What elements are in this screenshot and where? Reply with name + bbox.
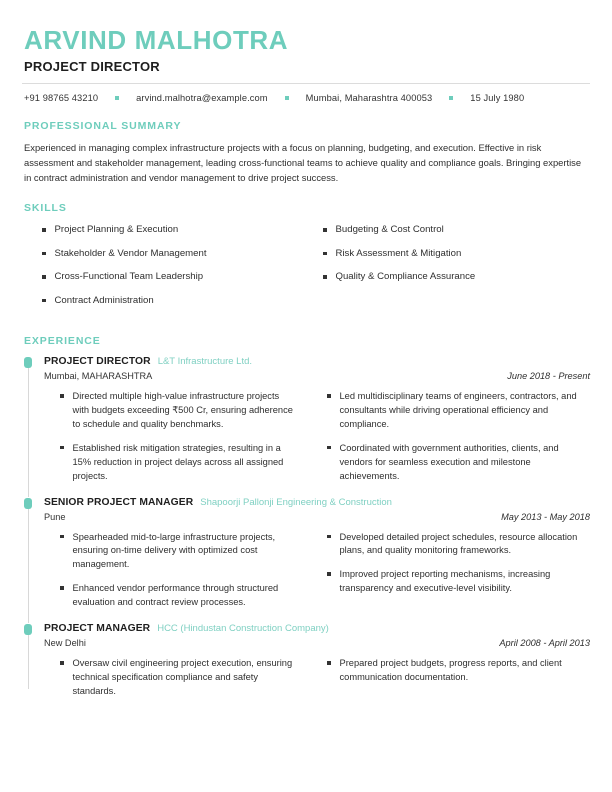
square-bullet-icon (42, 275, 46, 279)
experience-bullets-left (44, 531, 317, 611)
skill-label: Budgeting & Cost Control (335, 224, 444, 236)
timeline-marker-icon (24, 498, 32, 509)
timeline-marker-icon (24, 357, 32, 368)
experience-role: SENIOR PROJECT MANAGER (44, 496, 194, 508)
contact-separator-dot-icon (285, 96, 289, 100)
experience-meta (44, 638, 590, 648)
experience-bullets-left (44, 657, 317, 699)
experience-dates: May 2013 - May 2018 (501, 511, 590, 522)
skill-label: Quality & Compliance Assurance (335, 271, 476, 283)
experience-company: HCC (Hindustan Construction Company) (157, 623, 329, 635)
experience-company: Shapoorji Pallonji Engineering & Construction (200, 496, 392, 508)
experience-bullet-text: Coordinated with government authorities, clients, and vendors for seamless execution and milestone achievements. (339, 442, 559, 481)
experience-bullet (60, 390, 295, 432)
skill-label: Risk Assessment & Mitigation (335, 247, 462, 259)
experience-location: Pune (44, 511, 66, 522)
experience-bullet-text: Directed multiple high-value infrastructure projects with budgets exceeding ₹500 Cr, ensuring adherence to schedule and quality benchmarks. (72, 391, 293, 429)
experience-meta (44, 512, 590, 522)
contact-location: Mumbai, Maharashtra 400053 (305, 92, 433, 103)
square-bullet-icon (60, 535, 64, 539)
square-bullet-icon (323, 252, 327, 256)
square-bullet-icon (327, 535, 331, 539)
experience-bullet (60, 442, 295, 484)
section-title-experience: EXPERIENCE (24, 335, 101, 348)
skills-column-right (306, 224, 590, 318)
experience-bullet (327, 390, 586, 432)
square-bullet-icon (60, 446, 64, 450)
experience-bullets-left (44, 390, 317, 484)
experience-bullets (44, 657, 590, 699)
experience-bullet (60, 582, 295, 610)
skills-grid (22, 224, 590, 318)
contact-separator-dot-icon (449, 96, 453, 100)
experience-heading (44, 623, 590, 636)
skill-item (323, 271, 590, 283)
skill-label: Cross-Functional Team Leadership (54, 271, 204, 283)
square-bullet-icon (60, 661, 64, 665)
experience-bullet-text: Spearheaded mid-to-large infrastructure projects, ensuring on-time delivery with optimized cost management. (72, 531, 276, 570)
square-bullet-icon (60, 394, 64, 398)
experience-bullets-right (317, 657, 590, 699)
section-title-skills: SKILLS (24, 202, 67, 215)
timeline-line (28, 358, 29, 496)
experience-entry (22, 356, 590, 483)
experience-bullet-text: Prepared project budgets, progress reports, and client communication documentation. (339, 658, 562, 682)
experience-bullet (327, 657, 586, 685)
experience-entry (22, 497, 590, 611)
skill-label: Contract Administration (54, 294, 154, 306)
experience-location: Mumbai, MAHARASHTRA (44, 371, 153, 382)
experience-bullet-text: Led multidisciplinary teams of engineers, contractors, and consultants while driving operational efficiency and compliance. (339, 391, 577, 429)
skill-item (42, 271, 306, 283)
experience-bullet (60, 531, 295, 573)
experience-dates: June 2018 - Present (507, 371, 590, 382)
experience-dates: April 2008 - April 2013 (499, 638, 590, 649)
candidate-name: ARVIND MALHOTRA (24, 25, 289, 55)
skill-label: Project Planning & Execution (54, 224, 179, 236)
skill-label: Stakeholder & Vendor Management (54, 247, 207, 259)
experience-bullet (60, 657, 295, 699)
resume-header (22, 26, 590, 103)
experience-bullet (327, 442, 586, 484)
square-bullet-icon (327, 572, 331, 576)
square-bullet-icon (327, 661, 331, 665)
experience-entry (22, 623, 590, 699)
experience-bullets (44, 390, 590, 484)
experience-meta (44, 371, 590, 381)
skills-column-left (22, 224, 306, 318)
skill-item (323, 248, 590, 260)
skill-item (42, 248, 306, 260)
candidate-job-title: PROJECT DIRECTOR (24, 58, 160, 74)
contact-phone: +91 98765 43210 (24, 92, 99, 103)
experience-role: PROJECT DIRECTOR (44, 356, 151, 368)
square-bullet-icon (42, 299, 46, 303)
square-bullet-icon (323, 228, 327, 232)
experience-heading (44, 356, 590, 369)
square-bullet-icon (42, 252, 46, 256)
experience-bullet-text: Oversaw civil engineering project execution, ensuring technical specification compliance and safety standards. (72, 658, 293, 696)
experience-location: New Delhi (44, 638, 86, 649)
section-title-professional-summary: PROFESSIONAL SUMMARY (24, 119, 182, 132)
square-bullet-icon (42, 228, 46, 232)
experience-bullet (327, 531, 586, 559)
experience-bullets-right (317, 390, 590, 484)
skill-item (42, 295, 306, 307)
professional-summary-text: Experienced in managing complex infrastructure projects with a focus on planning, budgeting, and execution. Effective in risk assessment and stakeholder management, leading cross-functional teams to achieve quality and compliance goals. Bringing expertise in contract administration and vendor management to drive project success. (24, 141, 582, 184)
experience-bullet-text: Improved project reporting mechanisms, increasing transparency and executive-level visibility. (339, 569, 551, 594)
timeline-marker-icon (24, 624, 32, 635)
square-bullet-icon (60, 586, 64, 590)
square-bullet-icon (327, 394, 331, 398)
experience-bullet (327, 568, 586, 596)
section-professional-summary (22, 120, 590, 186)
experience-list (22, 356, 590, 699)
skill-item (323, 224, 590, 236)
experience-bullet-text: Developed detailed project schedules, resource allocation plans, and quality monitoring frameworks. (339, 531, 578, 556)
experience-role: PROJECT MANAGER (44, 623, 151, 635)
square-bullet-icon (323, 275, 327, 279)
contact-bar (24, 93, 590, 103)
experience-bullets-right (317, 531, 590, 611)
experience-bullet-text: Established risk mitigation strategies, resulting in a 15% reduction in project delays across all assigned projects. (72, 442, 284, 481)
experience-company: L&T Infrastructure Ltd. (157, 356, 253, 368)
section-experience (22, 335, 590, 699)
experience-bullet-text: Enhanced vendor performance through structured evaluation and contract review processes. (72, 583, 279, 608)
timeline-line (28, 499, 29, 624)
skill-item (42, 224, 306, 236)
experience-heading (44, 497, 590, 510)
header-divider (22, 83, 590, 84)
section-skills (22, 202, 590, 318)
contact-email: arvind.malhotra@example.com (136, 92, 268, 103)
square-bullet-icon (327, 446, 331, 450)
experience-bullets (44, 531, 590, 611)
contact-date-of-birth: 15 July 1980 (470, 92, 525, 103)
contact-separator-dot-icon (115, 96, 119, 100)
